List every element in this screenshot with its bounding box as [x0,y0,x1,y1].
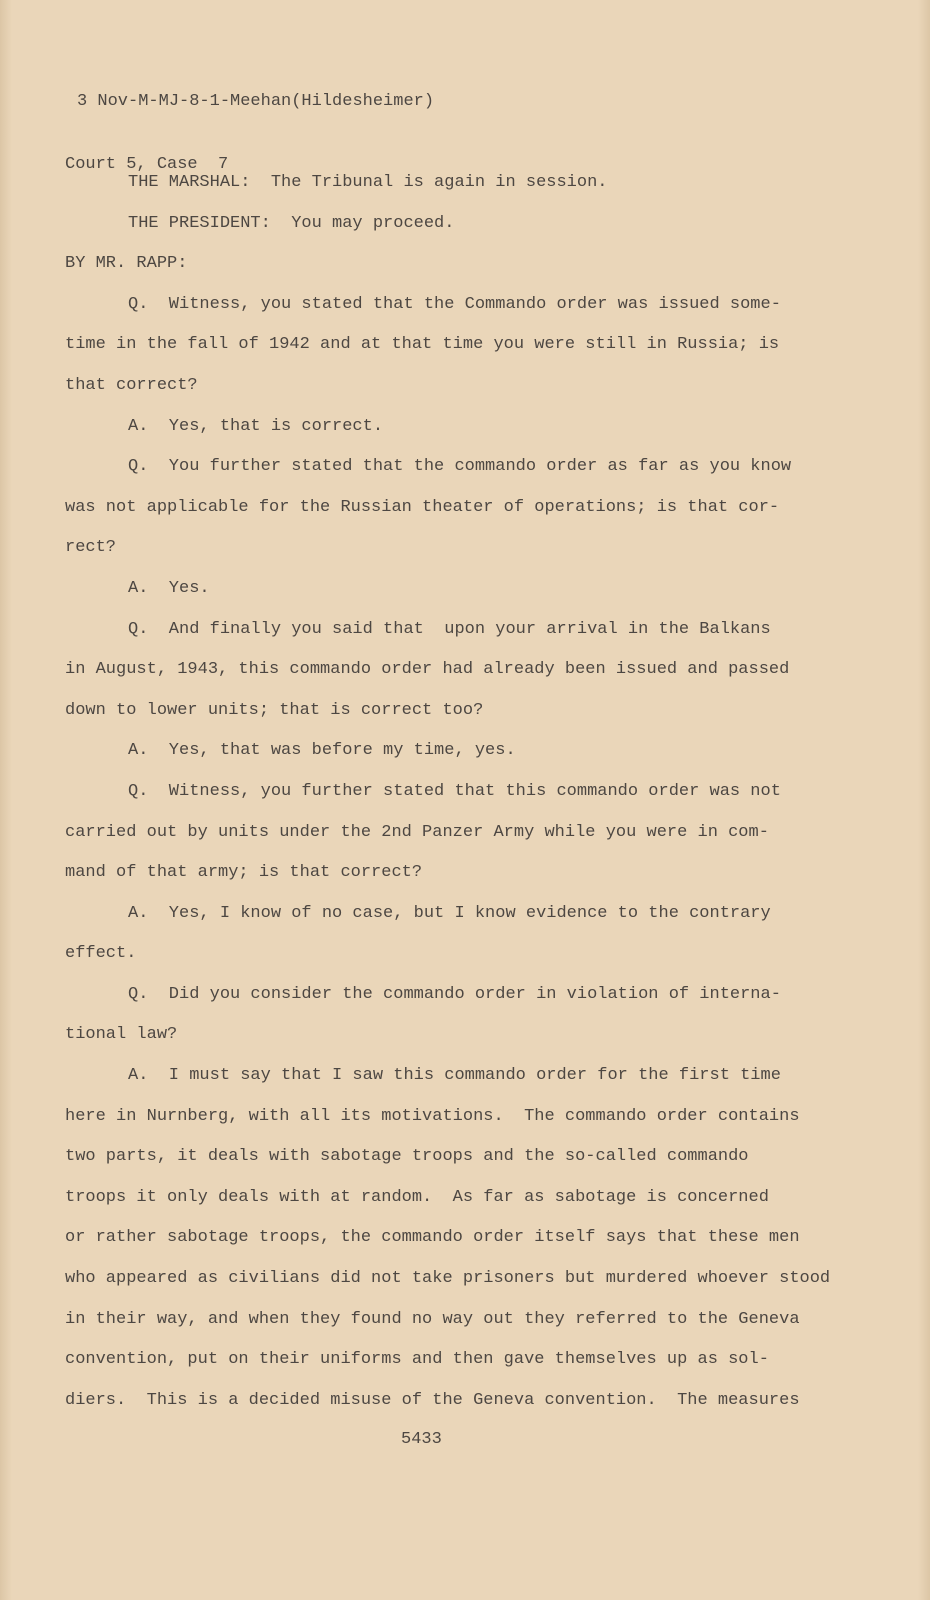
transcript-line: diers. This is a decided misuse of the Geneva convention. The measures [65,1390,800,1410]
transcript-line: A. Yes. [128,578,210,598]
transcript-line: A. Yes, I know of no case, but I know evidence to the contrary [128,903,771,923]
transcript-line: here in Nurnberg, with all its motivations. The commando order contains [65,1106,800,1126]
transcript-line: down to lower units; that is correct too? [65,700,484,720]
transcript-line: BY MR. RAPP: [65,254,188,274]
transcript-line: THE MARSHAL: The Tribunal is again in session. [128,173,608,192]
transcript-line: Q. Witness, you stated that the Commando order was issued some- [128,294,781,314]
transcript-line: in their way, and when they found no way out they referred to the Geneva [65,1309,800,1329]
transcript-line: Q. Witness, you further stated that this commando order was not [128,781,781,801]
transcript-paragraph [65,407,865,448]
transcript-paragraph [65,975,865,1056]
transcript-line: Q. You further stated that the commando order as far as you know [128,457,792,477]
page-number: 5433 [401,1430,442,1449]
transcript-paragraph [65,569,865,610]
transcript-line: A. Yes, that is correct. [128,416,384,436]
transcript-line: A. Yes, that was before my time, yes. [128,741,516,761]
transcript-line: mand of that army; is that correct? [65,863,423,883]
transcript-line: troops it only deals with at random. As far as sabotage is concerned [65,1187,769,1207]
transcript-line: time in the fall of 1942 and at that time you were still in Russia; is [65,335,780,355]
transcript-paragraph [65,285,865,407]
transcript-line: Q. Did you consider the commando order in violation of interna- [128,984,781,1004]
transcript-paragraph [65,447,865,569]
transcript-line: in August, 1943, this commando order had already been issued and passed [65,660,790,680]
transcript-line: rect? [65,538,117,558]
transcript-line: two parts, it deals with sabotage troops and the so-called commando [65,1147,749,1167]
transcript-line: effect. [65,944,137,964]
transcript-line: who appeared as civilians did not take prisoners but murdered whoever stood [65,1269,831,1289]
transcript-paragraph [65,1056,865,1421]
transcript-body [65,163,865,1421]
transcript-paragraph [65,772,865,894]
transcript-paragraph [65,244,865,285]
header-reference: 3 Nov-M-MJ-8-1-Meehan(Hildesheimer) [77,92,435,111]
transcript-line: carried out by units under the 2nd Panzer Army while you were in com- [65,822,769,842]
transcript-line: tional law? [65,1025,178,1045]
transcript-line: that correct? [65,375,198,395]
transcript-paragraph [65,163,865,204]
transcript-line: convention, put on their uniforms and then gave themselves up as sol- [65,1350,769,1370]
transcript-line: was not applicable for the Russian theater of operations; is that cor- [65,497,780,517]
transcript-line: Q. And finally you said that upon your arrival in the Balkans [128,619,771,639]
header-court-case: Court 5, Case 7 [65,155,229,174]
transcript-line: THE PRESIDENT: You may proceed. [128,213,455,233]
transcript-paragraph [65,894,865,975]
transcript-paragraph [65,610,865,732]
transcript-paragraph [65,731,865,772]
transcript-line: or rather sabotage troops, the commando order itself says that these men [65,1228,800,1248]
transcript-paragraph [65,204,865,245]
transcript-line: A. I must say that I saw this commando order for the first time [128,1066,781,1086]
